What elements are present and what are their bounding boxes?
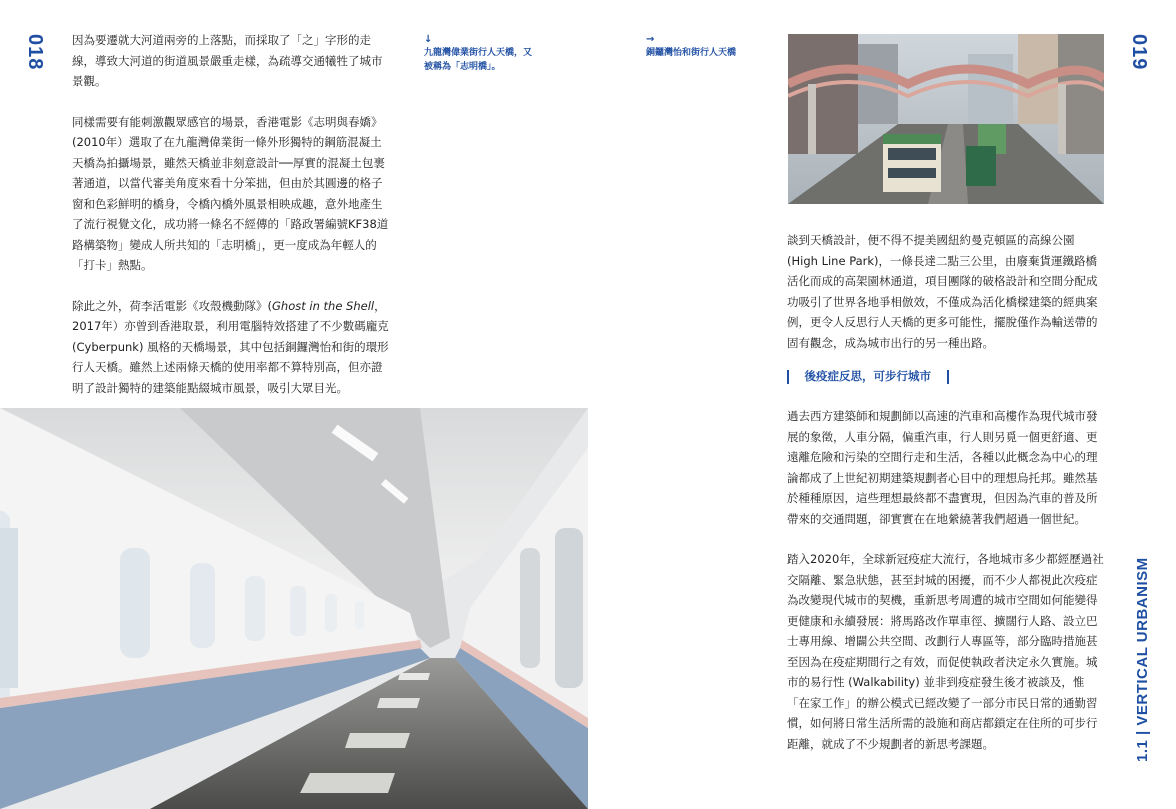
arrow-down-icon: ↓ (424, 34, 433, 45)
caption-bridge-2-text: 銅鑼灣怡和街行人天橋 (646, 48, 737, 58)
section-heading (787, 368, 1105, 384)
section-title: 後疫症反思，可步行城市 (804, 369, 932, 383)
page-number-right: 019 (1128, 34, 1150, 71)
left-text-column (72, 30, 390, 418)
heading-bar-left (787, 370, 789, 384)
caption-bridge-1 (424, 34, 536, 74)
caption-bridge-2 (646, 34, 758, 60)
heading-bar-right (947, 370, 949, 384)
page-number-left: 018 (24, 34, 46, 71)
left-paragraph-1: 因為要遷就大河道兩旁的上落點，而採取了「之」字形的走線，導致大河道的街道風景嚴重走樣，為疏導交通犧牲了城市景觀。 (72, 33, 383, 88)
p3-after: ，2017年）亦曾到香港取景，利用電腦特效搭建了不少數碼龐克 (Cyberpunk) 風格的天橋場景，其中包括銅鑼灣怡和街的環形行人天橋。雖然上述兩條天橋的使用率都不算特別高，但亦證明了設計獨特的建築能點綴城市風景，吸引大眾目光。 (72, 298, 389, 395)
arrow-right-icon: → (646, 34, 655, 45)
photo-circular-footbridge (788, 34, 1104, 204)
right-paragraph-2: 過去西方建築師和規劃師以高速的汽車和高樓作為現代城市發展的象徵，人車分隔，偏重汽車，行人則另覓一個更舒適、更遠離危險和污染的空間行走和生活，各種以此概念為中心的理論都成了上世紀初期建築規劃者心目中的理想烏托邦。雖然基於種種原因，這些理想最終都不盡實現，但因為汽車的普及所帶來的交通問題，卻實實在在地縈繞著我們超過一個世紀。 (787, 409, 1098, 526)
right-paragraph-1: 談到天橋設計，便不得不提美國紐約曼克頓區的高線公園 (High Line Park)，一條長達二點三公里，由廢棄貨運鐵路橋活化而成的高架園林通道，項目團隊的破格設計和空間分配成功吸引了世界各地爭相倣效，不僅成為活化橋樑建築的經典案例，更令人反思行人天橋的更多可能性，擺脫僅作為輸送帶的固有觀念，成為城市出行的另一種出路。 (787, 233, 1098, 350)
caption-bridge-1-text: 九龍灣偉業街行人天橋，又被稱為「志明橋」。 (424, 48, 533, 72)
film-title-en: Ghost in the Shell (272, 298, 375, 313)
photo-concrete-footbridge (0, 408, 588, 809)
left-paragraph-3 (72, 296, 390, 399)
chapter-side-label: 1.1 | VERTICAL URBANISM (1134, 557, 1151, 762)
right-text-column-upper (787, 230, 1105, 373)
right-paragraph-3: 踏入2020年，全球新冠疫症大流行，各地城市多少都經歷過社交隔離、緊急狀態，甚至封城的困擾，而不少人都視此次疫症為改變現代城市的契機，重新思考周遭的城市空間如何能變得更健康和永續發展：將馬路改作單車徑、擴闊行人路、設立巴士專用線、增闢公共空間、改劃行人專區等，部分臨時措施甚至因為在疫症期間行之有效，而促使執政者決定永久實施。城市的易行性 (Walkability) 並非到疫症發生後才被談及，惟「在家工作」的辦公模式已經改變了一部分市民日常的通勤習慣，如何將日常生活所需的設施和商店都鎖定在住所的可步行距離，就成了不少規劃者的新思考課題。 (787, 552, 1104, 751)
p3-before: 除此之外，荷李活電影《攻殼機動隊》( (72, 298, 272, 313)
right-text-column-lower (787, 406, 1105, 774)
left-paragraph-2: 同樣需要有能刺激觀眾感官的場景，香港電影《志明與春嬌》(2010年）選取了在九龍灣偉業街一條外形獨特的鋼筋混凝土天橋為拍攝場景，雖然天橋並非刻意設計──厚實的混凝土包裹著通道，以當代審美角度來看十分笨拙，但由於其圓邊的格子窗和色彩鮮明的橋身，令橋內橋外風景相映成趣，意外地產生了流行視覺文化，成功將一條名不經傳的「路政署編號KF38道路構築物」變成人所共知的「志明橋」，更一度成為年輕人的「打卡」熱點。 (72, 114, 389, 272)
